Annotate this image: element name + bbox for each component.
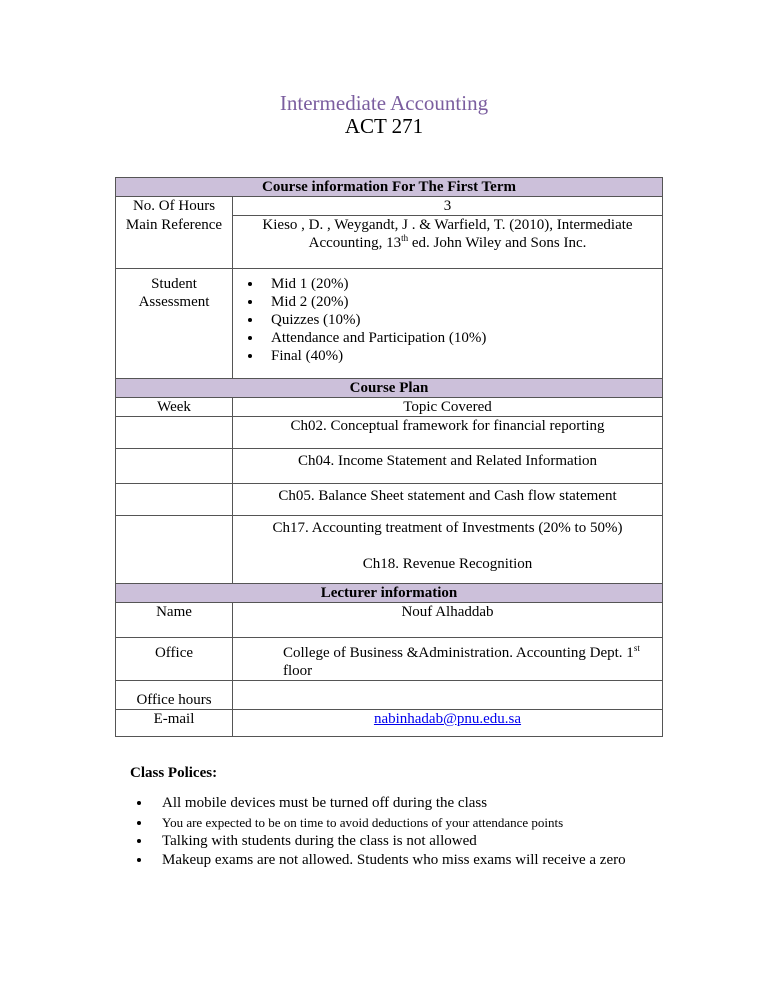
course-plan-header: Course Plan bbox=[116, 379, 663, 398]
reference-label: Main Reference bbox=[116, 216, 233, 269]
reference-line1: Kieso , D. , Weygandt, J . & Warfield, T. (2010), Intermediate bbox=[262, 217, 633, 233]
assessment-item: • Mid 2 (20%) bbox=[263, 293, 658, 311]
topic-ch17: Ch17. Accounting treatment of Investments (20% to 50%) bbox=[272, 520, 623, 536]
policy-item: • Makeup exams are not allowed. Students who miss exams will receive a zero bbox=[152, 851, 626, 870]
reference-sup: th bbox=[401, 233, 409, 243]
topic-row bbox=[233, 516, 663, 584]
email-label: E-mail bbox=[116, 710, 233, 737]
topic-ch18: Ch18. Revenue Recognition bbox=[362, 556, 533, 572]
assessment-item: • Final (40%) bbox=[263, 347, 658, 365]
course-code: ACT 271 bbox=[344, 114, 424, 138]
assessment-item: • Attendance and Participation (10%) bbox=[263, 329, 658, 347]
office-line: College of Business &Administration. Accounting Dept. 1 bbox=[283, 645, 634, 661]
lecturer-name: Nouf Alhaddab bbox=[233, 603, 663, 638]
topic-row: Ch04. Income Statement and Related Information bbox=[233, 449, 663, 484]
hours-value: 3 bbox=[233, 197, 663, 216]
name-label: Name bbox=[116, 603, 233, 638]
topic-row: Ch02. Conceptual framework for financial reporting bbox=[233, 417, 663, 449]
course-table bbox=[115, 177, 663, 737]
policy-item: • All mobile devices must be turned off during the class bbox=[152, 794, 626, 813]
reference-line2-end: ed. John Wiley and Sons Inc. bbox=[408, 235, 587, 251]
hours-label: No. Of Hours bbox=[116, 197, 233, 216]
office-sup: st bbox=[633, 643, 640, 653]
assessment-item: • Mid 1 (20%) bbox=[263, 275, 658, 293]
office-label: Office bbox=[116, 638, 233, 681]
office-hours-label: Office hours bbox=[116, 681, 233, 710]
policies-title: Class Polices: bbox=[130, 765, 218, 781]
topic-label: Topic Covered bbox=[233, 398, 663, 417]
lecturer-header: Lecturer information bbox=[116, 584, 663, 603]
topic-row: Ch05. Balance Sheet statement and Cash flow statement bbox=[233, 484, 663, 516]
week-label: Week bbox=[116, 398, 233, 417]
reference-line2: Accounting, 13 bbox=[308, 235, 402, 251]
document-title bbox=[0, 92, 768, 138]
office-floor: floor bbox=[283, 663, 313, 679]
assessment-label: Student Assessment bbox=[116, 269, 233, 379]
class-policies bbox=[130, 765, 626, 870]
reference-value bbox=[233, 216, 663, 269]
assessment-item: • Quizzes (10%) bbox=[263, 311, 658, 329]
policy-item: • You are expected to be on time to avoid deductions of your attendance points bbox=[152, 813, 626, 832]
office-value bbox=[233, 638, 663, 681]
email-link[interactable]: nabinhadab@pnu.edu.sa bbox=[373, 711, 522, 727]
policy-item: • Talking with students during the class is not allowed bbox=[152, 832, 626, 851]
course-name: Intermediate Accounting bbox=[279, 91, 489, 115]
course-info-header: Course information For The First Term bbox=[116, 178, 663, 197]
assessment-list bbox=[237, 275, 658, 365]
